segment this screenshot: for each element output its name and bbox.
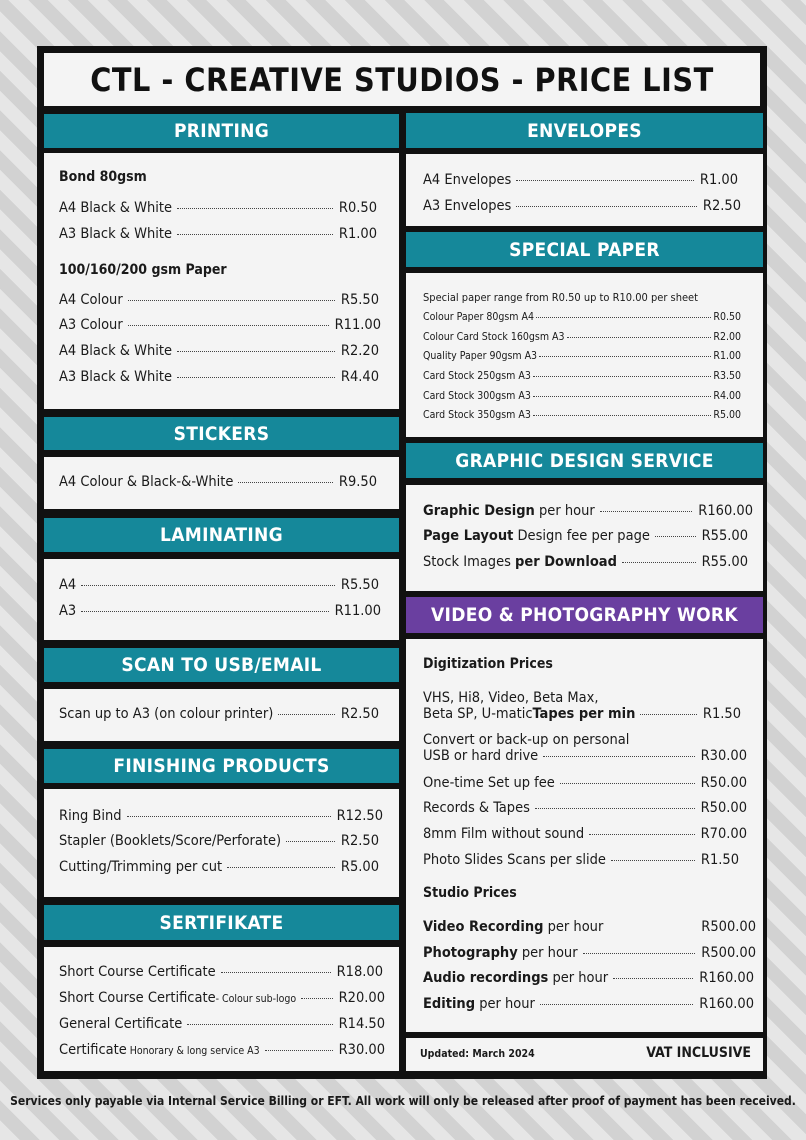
stickers-panel (44, 457, 399, 509)
finishing-header: FINISHING PRODUCTS (44, 749, 399, 783)
item-price: R5.50 (340, 577, 379, 593)
item-label-bold: Video Recording (423, 919, 544, 935)
leader-dots (640, 714, 697, 715)
price-row (59, 577, 379, 593)
item-price: R1.00 (713, 350, 741, 362)
item-price: R1.00 (338, 226, 377, 242)
item-label: Quality Paper 90gsm A3 (423, 350, 538, 362)
item-price: R30.00 (700, 748, 747, 764)
item-price: R9.50 (338, 474, 377, 490)
item-note: Honorary & long service A3 (126, 1045, 260, 1057)
item-label-bold: Editing (423, 996, 476, 1012)
item-label: A4 (59, 577, 77, 593)
price-row (423, 311, 741, 323)
item-price: R2.50 (340, 833, 379, 849)
vhs-row (423, 690, 741, 722)
item-label-bold: Graphic Design (423, 503, 535, 519)
leader-dots (567, 337, 712, 338)
item-note: - Colour sub-logo (215, 993, 297, 1005)
price-row (423, 996, 754, 1012)
laminating-header: LAMINATING (44, 518, 399, 552)
item-label: A4 Black & White (59, 343, 173, 359)
item-price: R1.50 (700, 852, 739, 868)
item-price: R14.50 (338, 1016, 385, 1032)
item-label: General Certificate (59, 1016, 183, 1032)
leader-dots (539, 356, 711, 357)
item-label: A4 Colour (59, 292, 123, 308)
item-label-bold: Photography (423, 945, 518, 961)
leader-dots (265, 1050, 333, 1051)
leader-dots (177, 208, 333, 209)
leader-dots (608, 927, 695, 928)
item-price: R1.50 (702, 706, 741, 722)
item-label: Colour Paper 80gsm A4 (423, 311, 534, 323)
payment-footer: Services only payable via Internal Service Billing or EFT. All work will only be released after proof of payment has been received. (10, 1094, 796, 1108)
item-label-bold: Page Layout (423, 528, 514, 544)
leader-dots (128, 300, 335, 301)
leader-dots (533, 376, 712, 377)
item-label: A3 Colour (59, 317, 123, 333)
price-row (423, 775, 747, 791)
price-row (423, 800, 747, 816)
vhs-line2 (423, 706, 741, 722)
item-label: Photo Slides Scans per slide (423, 852, 606, 868)
item-price: R2.50 (702, 198, 741, 214)
price-row (423, 390, 741, 402)
leader-dots (286, 841, 335, 842)
item-label: Card Stock 250gsm A3 (423, 370, 531, 382)
leader-dots (177, 234, 333, 235)
item-price: R160.00 (698, 503, 753, 519)
graphic-design-panel (406, 485, 763, 591)
item-label: A3 Black & White (59, 369, 173, 385)
item-price: R11.00 (334, 603, 381, 619)
item-price: R30.00 (338, 1042, 385, 1058)
item-price: R20.00 (338, 990, 385, 1006)
price-row (423, 852, 739, 868)
price-row (423, 370, 741, 382)
price-row (423, 331, 741, 343)
price-row (423, 919, 756, 935)
leader-dots (600, 511, 693, 512)
item-label: Scan up to A3 (on colour printer) (59, 706, 274, 722)
leader-dots (128, 325, 329, 326)
item-label: A4 Envelopes (423, 172, 512, 188)
leader-dots (583, 953, 696, 954)
leader-dots (533, 415, 712, 416)
convert-row (423, 732, 747, 764)
item-price: R70.00 (700, 826, 747, 842)
price-row (423, 554, 748, 570)
convert-line2 (423, 748, 747, 764)
leader-dots (238, 482, 333, 483)
price-row (59, 1016, 385, 1032)
item-price: R55.00 (701, 528, 748, 544)
item-price: R18.00 (336, 964, 383, 980)
item-label: Cutting/Trimming per cut (59, 859, 223, 875)
item-price: R2.50 (340, 706, 379, 722)
leader-dots (187, 1024, 332, 1025)
item-label-rest: Stock Images (423, 554, 516, 570)
leader-dots (589, 834, 694, 835)
page-title: CTL - CREATIVE STUDIOS - PRICE LIST (44, 53, 760, 106)
price-row (423, 409, 741, 421)
item-price: R4.00 (713, 390, 741, 402)
item-label: Short Course Certificate (59, 964, 216, 980)
item-label-rest: per hour (543, 919, 604, 935)
price-row (59, 990, 385, 1006)
price-row (59, 226, 377, 242)
item-label: USB or hard drive (423, 748, 539, 764)
item-price: R0.50 (713, 311, 741, 323)
item-label: Colour Card Stock 160gsm A3 (423, 331, 565, 343)
leader-dots (127, 816, 331, 817)
item-label-bold: Tapes per min (532, 706, 636, 722)
leader-dots (613, 978, 693, 979)
item-label-main: Certificate (59, 1042, 127, 1058)
item-price: R1.00 (699, 172, 738, 188)
leader-dots (655, 536, 696, 537)
video-photography-header: VIDEO & PHOTOGRAPHY WORK (406, 597, 763, 633)
price-row (59, 343, 379, 359)
item-label: A3 (59, 603, 77, 619)
convert-line1: Convert or back-up on personal (423, 732, 630, 748)
leader-dots (560, 783, 695, 784)
leader-dots (543, 756, 694, 757)
item-label: Stapler (Booklets/Score/Perforate) (59, 833, 282, 849)
item-price: R50.00 (700, 775, 747, 791)
leader-dots (177, 377, 335, 378)
video-photography-panel (406, 639, 763, 1032)
item-label (423, 919, 603, 935)
price-row (59, 292, 379, 308)
item-label (59, 1042, 260, 1058)
vat-label: VAT INCLUSIVE (646, 1045, 751, 1061)
item-label (423, 996, 535, 1012)
leader-dots (540, 1004, 693, 1005)
item-label: Ring Bind (59, 808, 122, 824)
price-row (59, 317, 381, 333)
scan-header: SCAN TO USB/EMAIL (44, 648, 399, 682)
leader-dots (177, 351, 335, 352)
price-row (59, 369, 379, 385)
price-row (59, 603, 381, 619)
sertifikate-panel (44, 947, 399, 1071)
graphic-design-header: GRAPHIC DESIGN SERVICE (406, 443, 763, 478)
price-row (423, 503, 753, 519)
item-label (423, 945, 578, 961)
item-label (423, 554, 617, 570)
item-label: A3 Black & White (59, 226, 173, 242)
item-price: R3.50 (713, 370, 741, 382)
price-row (59, 474, 377, 490)
leader-dots (611, 860, 695, 861)
leader-dots (301, 998, 332, 999)
item-label: Card Stock 300gsm A3 (423, 390, 531, 402)
item-price: R0.50 (338, 200, 377, 216)
item-label: A4 Colour & Black-&-White (59, 474, 234, 490)
price-row (59, 706, 379, 722)
item-price: R12.50 (336, 808, 383, 824)
item-label: 8mm Film without sound (423, 826, 585, 842)
item-price: R160.00 (699, 970, 754, 986)
leader-dots (221, 972, 331, 973)
finishing-panel (44, 789, 399, 897)
printing-header: PRINTING (44, 114, 399, 148)
price-row (423, 198, 741, 214)
printing-panel (44, 153, 399, 409)
special-paper-header: SPECIAL PAPER (406, 232, 763, 267)
price-row (59, 200, 377, 216)
item-price: R5.00 (713, 409, 741, 421)
envelopes-panel (406, 154, 763, 226)
leader-dots (516, 180, 694, 181)
item-label (59, 990, 296, 1006)
leader-dots (227, 867, 335, 868)
item-label: A4 Black & White (59, 200, 173, 216)
leader-dots (81, 611, 328, 612)
item-price: R11.00 (334, 317, 381, 333)
digitization-subheading: Digitization Prices (423, 656, 553, 672)
item-price: R5.50 (340, 292, 379, 308)
item-price: R160.00 (699, 996, 754, 1012)
sertifikate-header: SERTIFIKATE (44, 905, 399, 940)
item-price: R2.20 (340, 343, 379, 359)
price-row (59, 859, 379, 875)
leader-dots (535, 808, 695, 809)
item-price: R5.00 (340, 859, 379, 875)
item-label (423, 503, 595, 519)
item-price: R4.40 (340, 369, 379, 385)
studio-subheading: Studio Prices (423, 885, 517, 901)
special-paper-intro: Special paper range from R0.50 up to R10.00 per sheet (423, 291, 699, 304)
price-row (59, 964, 383, 980)
leader-dots (278, 714, 335, 715)
price-row (423, 350, 741, 362)
updated-bar (406, 1038, 763, 1071)
envelopes-header: ENVELOPES (406, 113, 763, 148)
item-label-rest: per hour (475, 996, 535, 1012)
bond-subheading: Bond 80gsm (59, 169, 147, 185)
price-row (59, 808, 383, 824)
leader-dots (81, 585, 335, 586)
item-price: R55.00 (701, 554, 748, 570)
item-label-rest: per hour (534, 503, 595, 519)
item-price: R500.00 (701, 919, 756, 935)
item-label: Records & Tapes (423, 800, 530, 816)
price-row (423, 528, 748, 544)
item-label: Card Stock 350gsm A3 (423, 409, 531, 421)
item-label (423, 970, 608, 986)
item-label-main: Short Course Certificate (59, 990, 216, 1006)
item-label-rest: per hour (517, 945, 578, 961)
leader-dots (622, 562, 696, 563)
item-label-rest: Beta SP, U-matic (423, 706, 533, 722)
price-row (59, 1042, 385, 1058)
item-label-bold: per Download (515, 554, 617, 570)
stickers-header: STICKERS (44, 417, 399, 450)
item-label-rest: Design fee per page (513, 528, 650, 544)
item-price: R50.00 (700, 800, 747, 816)
leader-dots (516, 206, 697, 207)
item-label-rest: per hour (548, 970, 609, 986)
special-paper-panel (406, 273, 763, 437)
item-label: One-time Set up fee (423, 775, 555, 791)
paper-subheading: 100/160/200 gsm Paper (59, 262, 227, 278)
vhs-line1: VHS, Hi8, Video, Beta Max, (423, 690, 599, 706)
updated-date: Updated: March 2024 (420, 1048, 535, 1060)
price-row (59, 833, 379, 849)
item-label: A3 Envelopes (423, 198, 512, 214)
price-row (423, 945, 756, 961)
leader-dots (533, 396, 712, 397)
price-row (423, 826, 747, 842)
item-label-bold: Audio recordings (423, 970, 549, 986)
item-label (423, 528, 650, 544)
price-row (423, 970, 754, 986)
laminating-panel (44, 559, 399, 640)
item-price: R500.00 (701, 945, 756, 961)
leader-dots (536, 317, 711, 318)
scan-panel (44, 689, 399, 741)
item-price: R2.00 (713, 331, 741, 343)
price-row (423, 172, 738, 188)
